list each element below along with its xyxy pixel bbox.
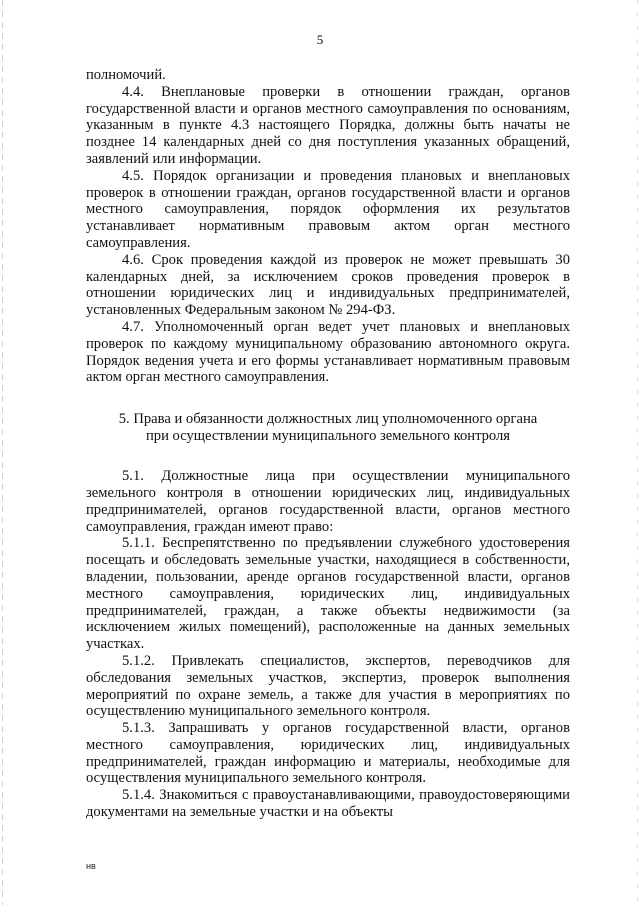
scan-edge-right — [637, 0, 638, 905]
section-heading-line-1: 5. Права и обязанности должностных лиц уполномоченного органа — [118, 411, 538, 428]
footer-mark: нв — [86, 861, 96, 871]
paragraph-5-1-1: 5.1.1. Беспрепятственно по предъявлении служебного удостоверения посещать и обследовать земельные участки, находящиеся в собственности, владении, пользовании, аренде органов государственной власти, органов местного самоуправления, юридических лиц, индивидуальных предпринимателей, граждан, а также объекты недвижимости (за исключением жилых помещений), расположенные на данных земельных участках. — [86, 535, 570, 653]
paragraph-5-1: 5.1. Должностные лица при осуществлении муниципального земельного контроля в отношении юридических лиц, индивидуальных предпринимателей, органов государственной власти, органов местного самоуправления, граждан имеют право: — [86, 468, 570, 535]
paragraph-5-1-4: 5.1.4. Знакомиться с правоустанавливающими, правоудостоверяющими документами на земельные участки и на объекты — [86, 787, 570, 821]
paragraph-continuation: полномочий. — [86, 67, 166, 83]
paragraph-5-1-3: 5.1.3. Запрашивать у органов государственной власти, органов местного самоуправления, юридических лиц, индивидуальных предпринимателей, граждан информацию и материалы, необходимые для осуществления муниципального земельного контроля. — [86, 720, 570, 787]
page-number: 5 — [316, 32, 324, 47]
section-heading-line-2: при осуществлении муниципального земельного контроля — [145, 428, 511, 445]
paragraph-4-7: 4.7. Уполномоченный орган ведет учет плановых и внеплановых проверок по каждому муниципальному образованию автономного округа. Порядок ведения учета и его формы устанавливает нормативным правовым актом орган местного самоуправления. — [86, 318, 570, 386]
section-5-heading — [86, 411, 570, 445]
paragraph-4-6: 4.6. Срок проведения каждой из проверок не может превышать 30 календарных дней, за исключением сроков проведения проверок в отношении юридических лиц и индивидуальных предпринимателей, установленных Федеральным законом № 294-ФЗ. — [86, 251, 570, 319]
paragraph-5-1-2: 5.1.2. Привлекать специалистов, экспертов, переводчиков для обследования земельных участков, экспертиз, проверок выполнения мероприятий по охране земель, а также для участия в мероприятиях по осуществлению муниципального земельного контроля. — [86, 652, 570, 720]
paragraph-4-5: 4.5. Порядок организации и проведения плановых и внеплановых проверок в отношении граждан, органов государственной власти и органов местного самоуправления, порядок оформления их результатов устанавливает нормативным правовым актом орган местного самоуправления. — [86, 167, 570, 251]
paragraph-4-4: 4.4. Внеплановые проверки в отношении граждан, органов государственной власти и органов местного самоуправления по основаниям, указанным в пункте 4.3 настоящего Порядка, должны быть начаты не позднее 14 календарных дней со дня поступления указанных обращений, заявлений или информации. — [86, 83, 570, 167]
document-body — [86, 67, 570, 821]
scan-edge-left — [2, 0, 3, 905]
